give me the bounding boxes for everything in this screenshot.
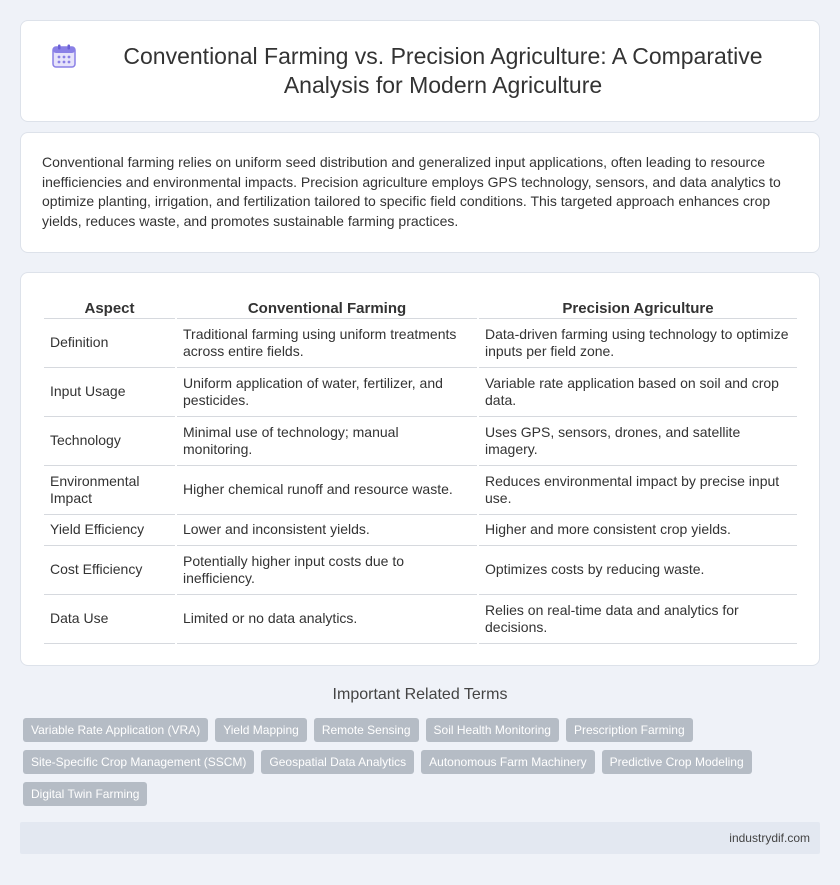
page-title: Conventional Farming vs. Precision Agriculture: A Comparative Analysis for Modern Agriculture	[123, 43, 763, 98]
row-conventional: Traditional farming using uniform treatments across entire fields.	[177, 319, 477, 368]
title-wrap	[21, 21, 819, 121]
row-aspect: Yield Efficiency	[44, 515, 175, 546]
row-conventional: Limited or no data analytics.	[177, 595, 477, 644]
row-conventional: Uniform application of water, fertilizer, and pesticides.	[177, 368, 477, 417]
footer-bar	[20, 822, 820, 854]
header-card	[20, 20, 820, 122]
related-term-tag[interactable]: Predictive Crop Modeling	[602, 750, 752, 774]
row-conventional: Minimal use of technology; manual monitoring.	[177, 417, 477, 466]
row-aspect: Cost Efficiency	[44, 546, 175, 595]
table-header-row	[44, 295, 797, 319]
table-row	[44, 515, 797, 546]
intro-card	[20, 132, 820, 253]
row-conventional: Potentially higher input costs due to inefficiency.	[177, 546, 477, 595]
row-aspect: Data Use	[44, 595, 175, 644]
row-aspect: Definition	[44, 319, 175, 368]
calendar-icon	[51, 43, 77, 69]
table-row	[44, 417, 797, 466]
related-term-tag[interactable]: Site-Specific Crop Management (SSCM)	[23, 750, 254, 774]
table-row	[44, 546, 797, 595]
related-term-tag[interactable]: Yield Mapping	[215, 718, 307, 742]
row-precision: Optimizes costs by reducing waste.	[479, 546, 797, 595]
table-row	[44, 319, 797, 368]
row-conventional: Higher chemical runoff and resource waste.	[177, 466, 477, 515]
row-precision: Uses GPS, sensors, drones, and satellite imagery.	[479, 417, 797, 466]
related-terms-list	[23, 718, 783, 814]
related-term-tag[interactable]: Digital Twin Farming	[23, 782, 147, 806]
comparison-table	[42, 295, 799, 644]
row-aspect: Environmental Impact	[44, 466, 175, 515]
related-term-tag[interactable]: Geospatial Data Analytics	[261, 750, 414, 774]
table-row	[44, 466, 797, 515]
related-terms-title: Important Related Terms	[332, 686, 508, 703]
row-aspect: Input Usage	[44, 368, 175, 417]
row-precision: Variable rate application based on soil and crop data.	[479, 368, 797, 417]
column-header-precision: Precision Agriculture	[479, 295, 797, 319]
related-term-tag[interactable]: Soil Health Monitoring	[426, 718, 559, 742]
row-precision: Relies on real-time data and analytics for decisions.	[479, 595, 797, 644]
row-conventional: Lower and inconsistent yields.	[177, 515, 477, 546]
footer-site-link[interactable]: industrydif.com	[729, 831, 810, 845]
comparison-table-card	[20, 272, 820, 666]
row-precision: Reduces environmental impact by precise input use.	[479, 466, 797, 515]
row-aspect: Technology	[44, 417, 175, 466]
column-header-conventional: Conventional Farming	[177, 295, 477, 319]
related-term-tag[interactable]: Variable Rate Application (VRA)	[23, 718, 208, 742]
row-precision: Higher and more consistent crop yields.	[479, 515, 797, 546]
table-row	[44, 595, 797, 644]
table-row	[44, 368, 797, 417]
column-header-aspect: Aspect	[44, 295, 175, 319]
row-precision: Data-driven farming using technology to optimize inputs per field zone.	[479, 319, 797, 368]
related-term-tag[interactable]: Remote Sensing	[314, 718, 419, 742]
intro-paragraph: Conventional farming relies on uniform seed distribution and generalized input applications, often leading to resource inefficiencies and environmental impacts. Precision agriculture employs GPS technology, sensors, and data analytics to optimize planting, irrigation, and fertilization tailored to specific field conditions. This targeted approach enhances crop yields, reduces waste, and promotes sustainable farming practices.	[42, 154, 781, 229]
related-term-tag[interactable]: Autonomous Farm Machinery	[421, 750, 594, 774]
related-term-tag[interactable]: Prescription Farming	[566, 718, 693, 742]
